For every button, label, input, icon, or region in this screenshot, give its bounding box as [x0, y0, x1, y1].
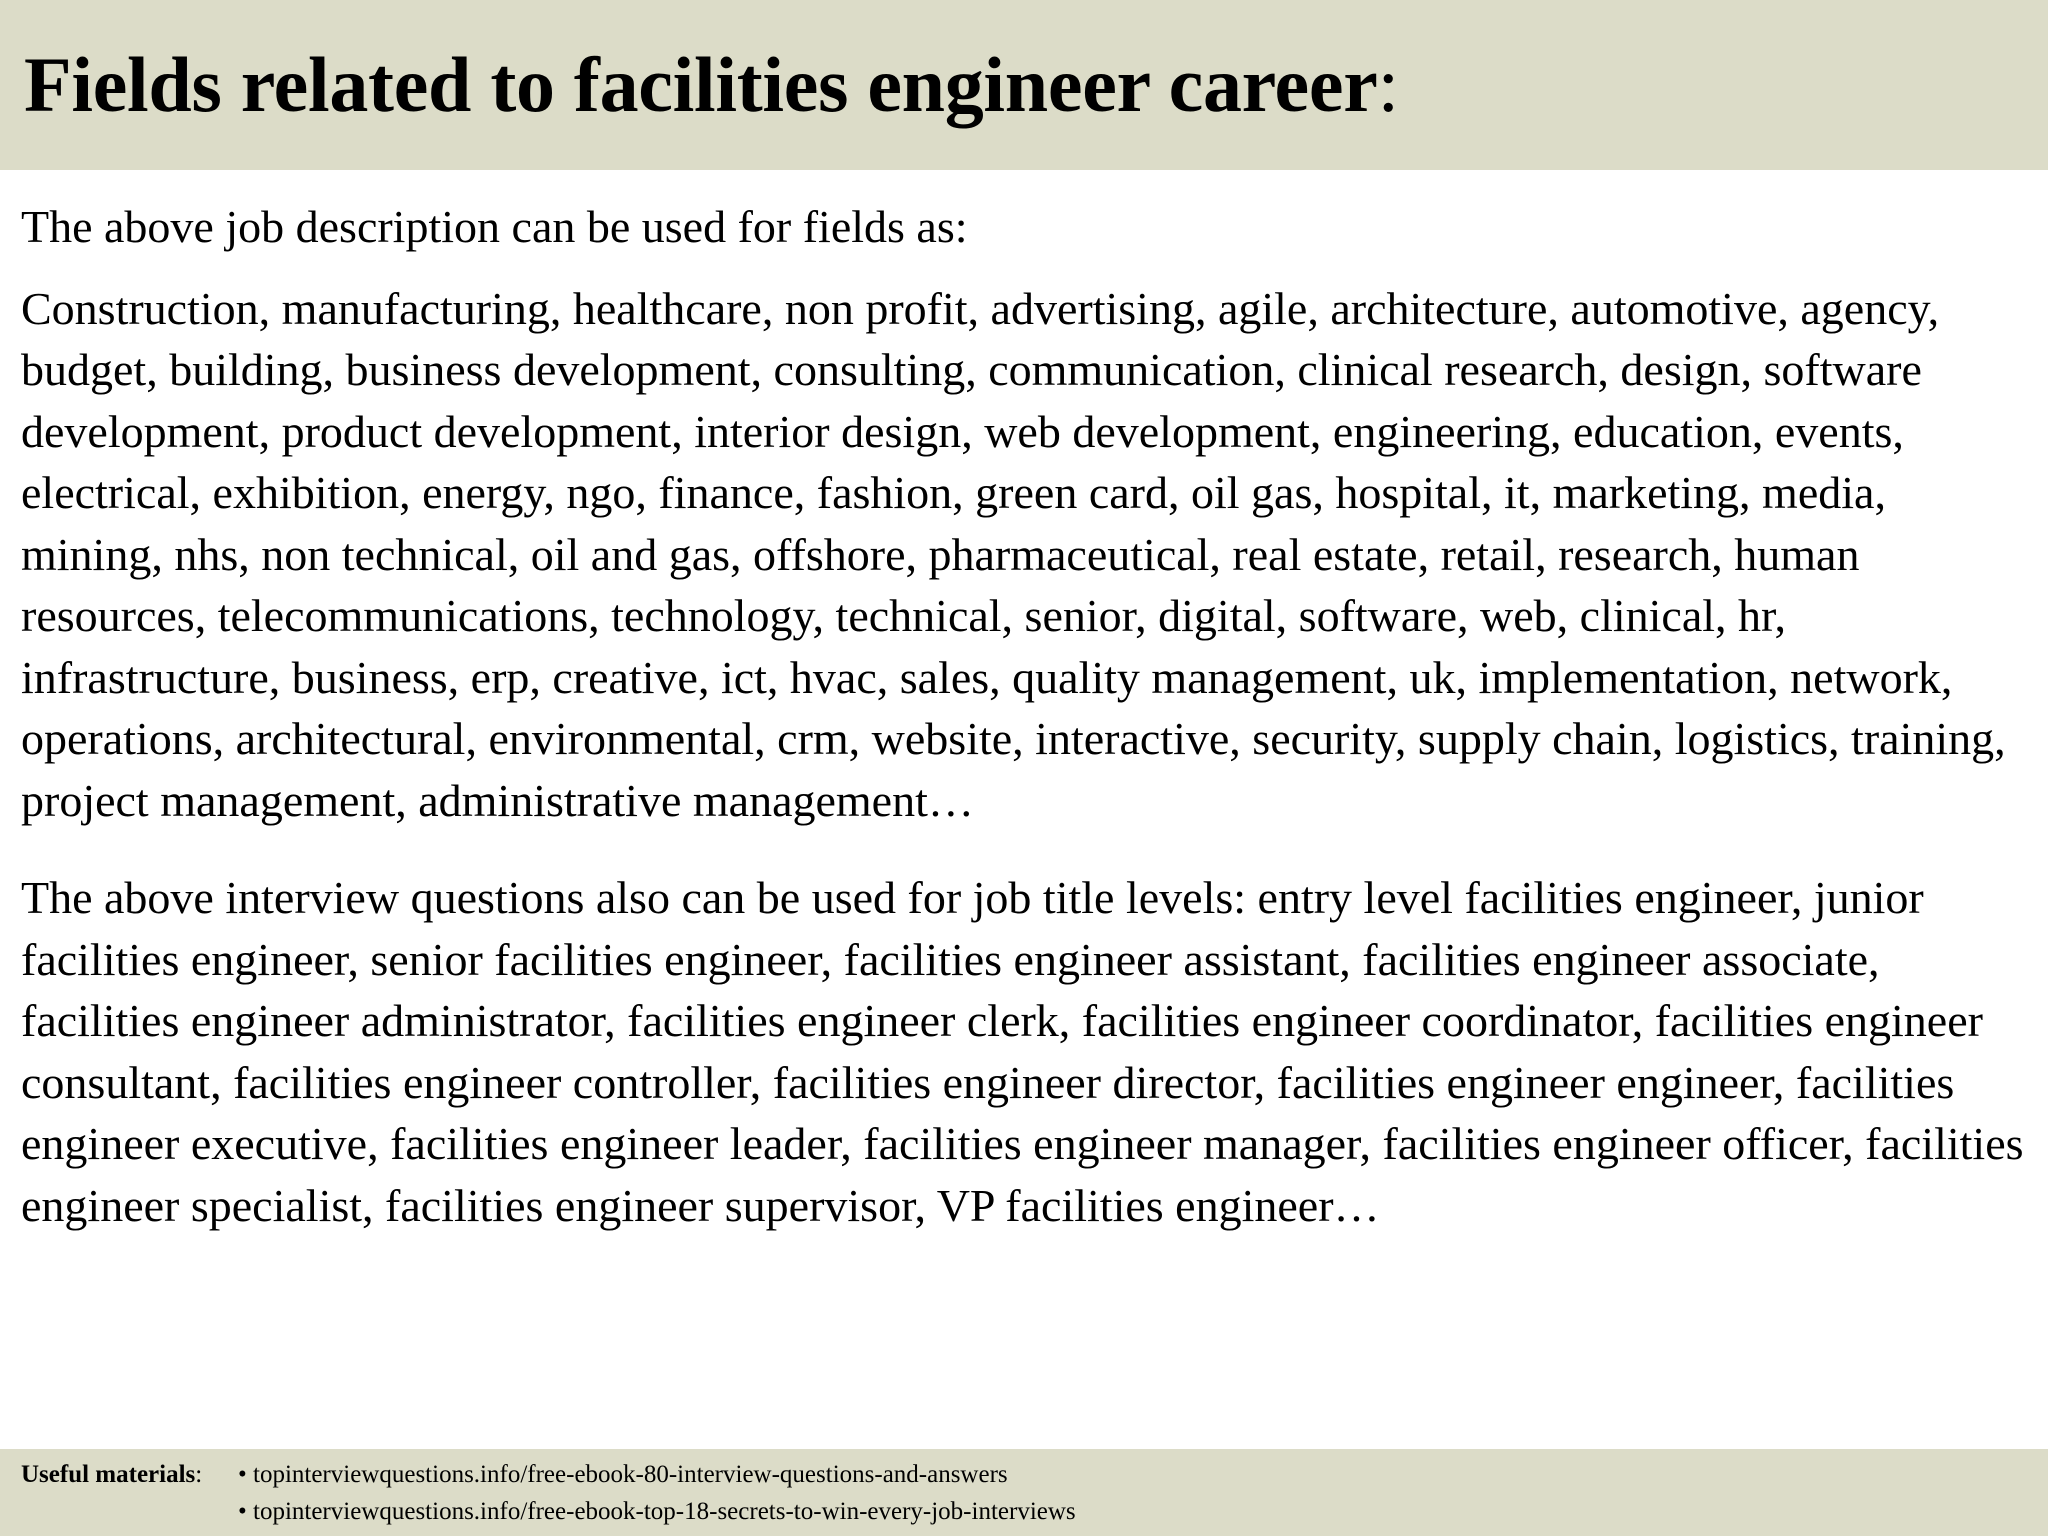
useful-materials-footer	[0, 1449, 2048, 1536]
footer-link-ebook-18-secrets[interactable]: • topinterviewquestions.info/free-ebook-top-18-secrets-to-win-every-job-interviews	[238, 1498, 1076, 1525]
footer-link-ebook-80-questions[interactable]: • topinterviewquestions.info/free-ebook-80-interview-questions-and-answers	[238, 1461, 1008, 1488]
slide-title-text: Fields related to facilities engineer career	[24, 41, 1378, 128]
title-bar	[0, 0, 2048, 170]
footer-row	[21, 1456, 2048, 1530]
job-titles-paragraph: The above interview questions also can be used for job title levels: entry level facilities engineer, junior facilities engineer, senior facilities engineer, facilities engineer assistant, facilities engineer associate, facilities engineer administrator, facilities engineer clerk, facilities engineer coordinator, facilities engineer consultant, facilities engineer controller, facilities engineer director, facilities engineer engineer, facilities engineer executive, facilities engineer leader, facilities engineer manager, facilities engineer officer, facilities engineer specialist, facilities engineer supervisor, VP facilities engineer…	[21, 872, 2024, 1231]
intro-paragraph: The above job description can be used for fields as:	[21, 201, 968, 252]
fields-paragraph: Construction, manufacturing, healthcare, non profit, advertising, agile, architecture, automotive, agency, budget, building, business development, consulting, communication, clinical research, design, software development, product development, interior design, web development, engineering, education, events, electrical, exhibition, energy, ngo, finance, fashion, green card, oil gas, hospital, it, marketing, media, mining, nhs, non technical, oil and gas, offshore, pharmaceutical, real estate, retail, research, human resources, telecommunications, technology, technical, senior, digital, software, web, clinical, hr, infrastructure, business, erp, creative, ict, hvac, sales, quality management, uk, implementation, network, operations, architectural, environmental, crm, website, interactive, security, supply chain, logistics, training, project management, administrative management…	[21, 282, 2006, 826]
slide-title-colon: :	[1377, 41, 1399, 128]
slide-title	[24, 41, 1399, 128]
useful-materials-separator: :	[195, 1461, 203, 1488]
footer-links	[238, 1456, 1076, 1530]
footer-label-wrap	[21, 1456, 238, 1530]
slide-content	[21, 196, 2026, 1236]
useful-materials-label: Useful materials	[21, 1461, 196, 1488]
